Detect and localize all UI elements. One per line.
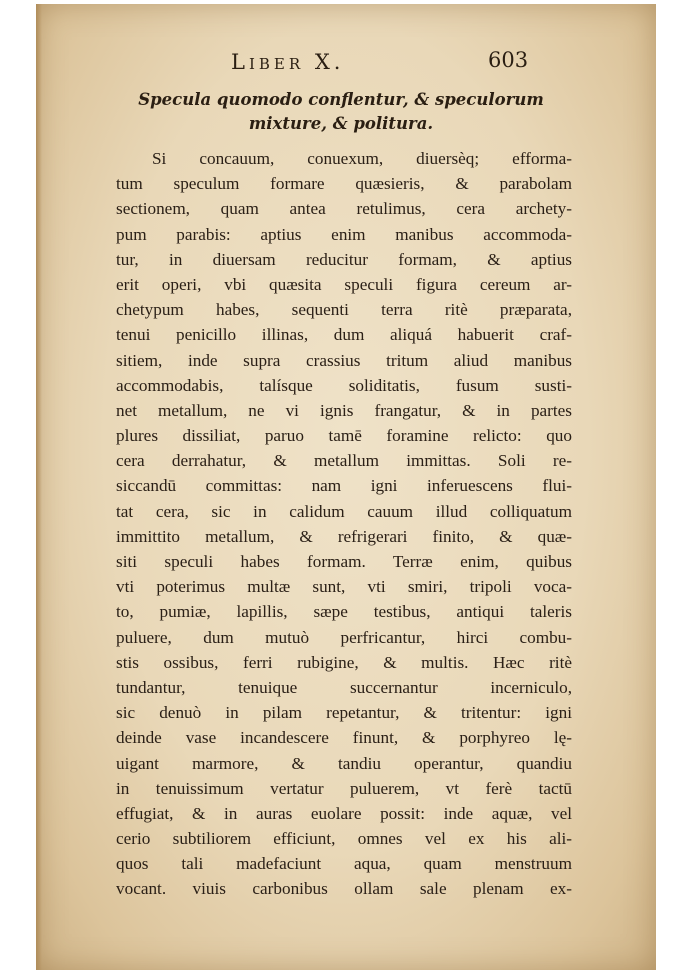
text-line: chetypum habes, sequenti terra ritè præparata,: [116, 300, 572, 320]
text-line: tundantur, tenuique succernantur incerniculo,: [116, 677, 572, 697]
section-heading-line-2: mixture, & politura.: [248, 114, 434, 133]
text-line: siti speculi habes formam. Terræ enim, quibus: [116, 552, 572, 571]
text-line: tur, in diuersam reducitur formam, & aptius: [116, 249, 572, 269]
body-text: [116, 146, 572, 902]
text-line: accommodabis, talísque soliditatis, fusum susti-: [116, 375, 572, 395]
section-heading-line-1: Specula quomodo conflentur, & speculorum: [138, 90, 544, 109]
text-line: quos tali madefaciunt aqua, quam menstruum: [116, 854, 572, 874]
text-line: tum speculum formare quæsieris, & parabolam: [116, 174, 572, 194]
text-line: sic denuò in pilam repetantur, & tritentur: igni: [116, 703, 572, 723]
text-line: to, pumiæ, lapillis, sæpe testibus, antiqui taleris: [116, 602, 572, 622]
text-line: sectionem, quam antea retulimus, cera archety-: [116, 199, 572, 219]
text-line: uigant marmore, & tandiu operantur, quandiu: [116, 753, 572, 773]
text-line: erit operi, vbi quæsita speculi figura cereum ar-: [116, 274, 572, 294]
book-page: [36, 4, 656, 970]
text-line: immittito metallum, & refrigerari finito, & quæ-: [116, 526, 572, 546]
running-title: Liber X.: [231, 50, 345, 74]
page-number: 603: [488, 48, 529, 72]
text-line: puluere, dum mutuò perfricantur, hirci combu-: [116, 627, 572, 647]
text-line: Si concauum, conuexum, diuersèq; efforma-: [152, 149, 572, 168]
text-line: plures dissiliat, paruo tamē foramine relicto: quo: [116, 426, 572, 446]
text-line: tenui penicillo illinas, dum aliquá habuerit craf-: [116, 325, 572, 345]
text-line: siccandū committas: nam igni inferuescens flui-: [116, 476, 572, 496]
text-line: tat cera, sic in calidum cauum illud colliquatum: [116, 501, 572, 521]
text-line: vocant. viuis carbonibus ollam sale plenam ex-: [116, 879, 572, 899]
text-line: sitiem, inde supra crassius tritum aliud manibus: [116, 350, 572, 370]
text-line: cera derrahatur, & metallum immittas. Soli re-: [116, 451, 572, 471]
text-line: cerio subtiliorem efficiunt, omnes vel ex his ali-: [116, 829, 572, 849]
text-line: vti poterimus multæ sunt, vti smiri, tripoli voca-: [116, 577, 572, 597]
text-line: stis ossibus, ferri rubigine, & multis. Hæc ritè: [116, 652, 572, 672]
text-line: effugiat, & in auras euolare possit: inde aquæ, vel: [116, 803, 572, 823]
text-line: net metallum, ne vi ignis frangatur, & in partes: [116, 400, 572, 420]
section-heading: [126, 88, 556, 136]
page-header: [36, 48, 656, 84]
page-edge-shadow: [36, 4, 42, 970]
text-line: pum parabis: aptius enim manibus accommoda-: [116, 224, 572, 244]
text-line: deinde vase incandescere finunt, & porphyreo lę-: [116, 728, 572, 748]
text-line: in tenuissimum vertatur puluerem, vt ferè tactū: [116, 778, 572, 798]
